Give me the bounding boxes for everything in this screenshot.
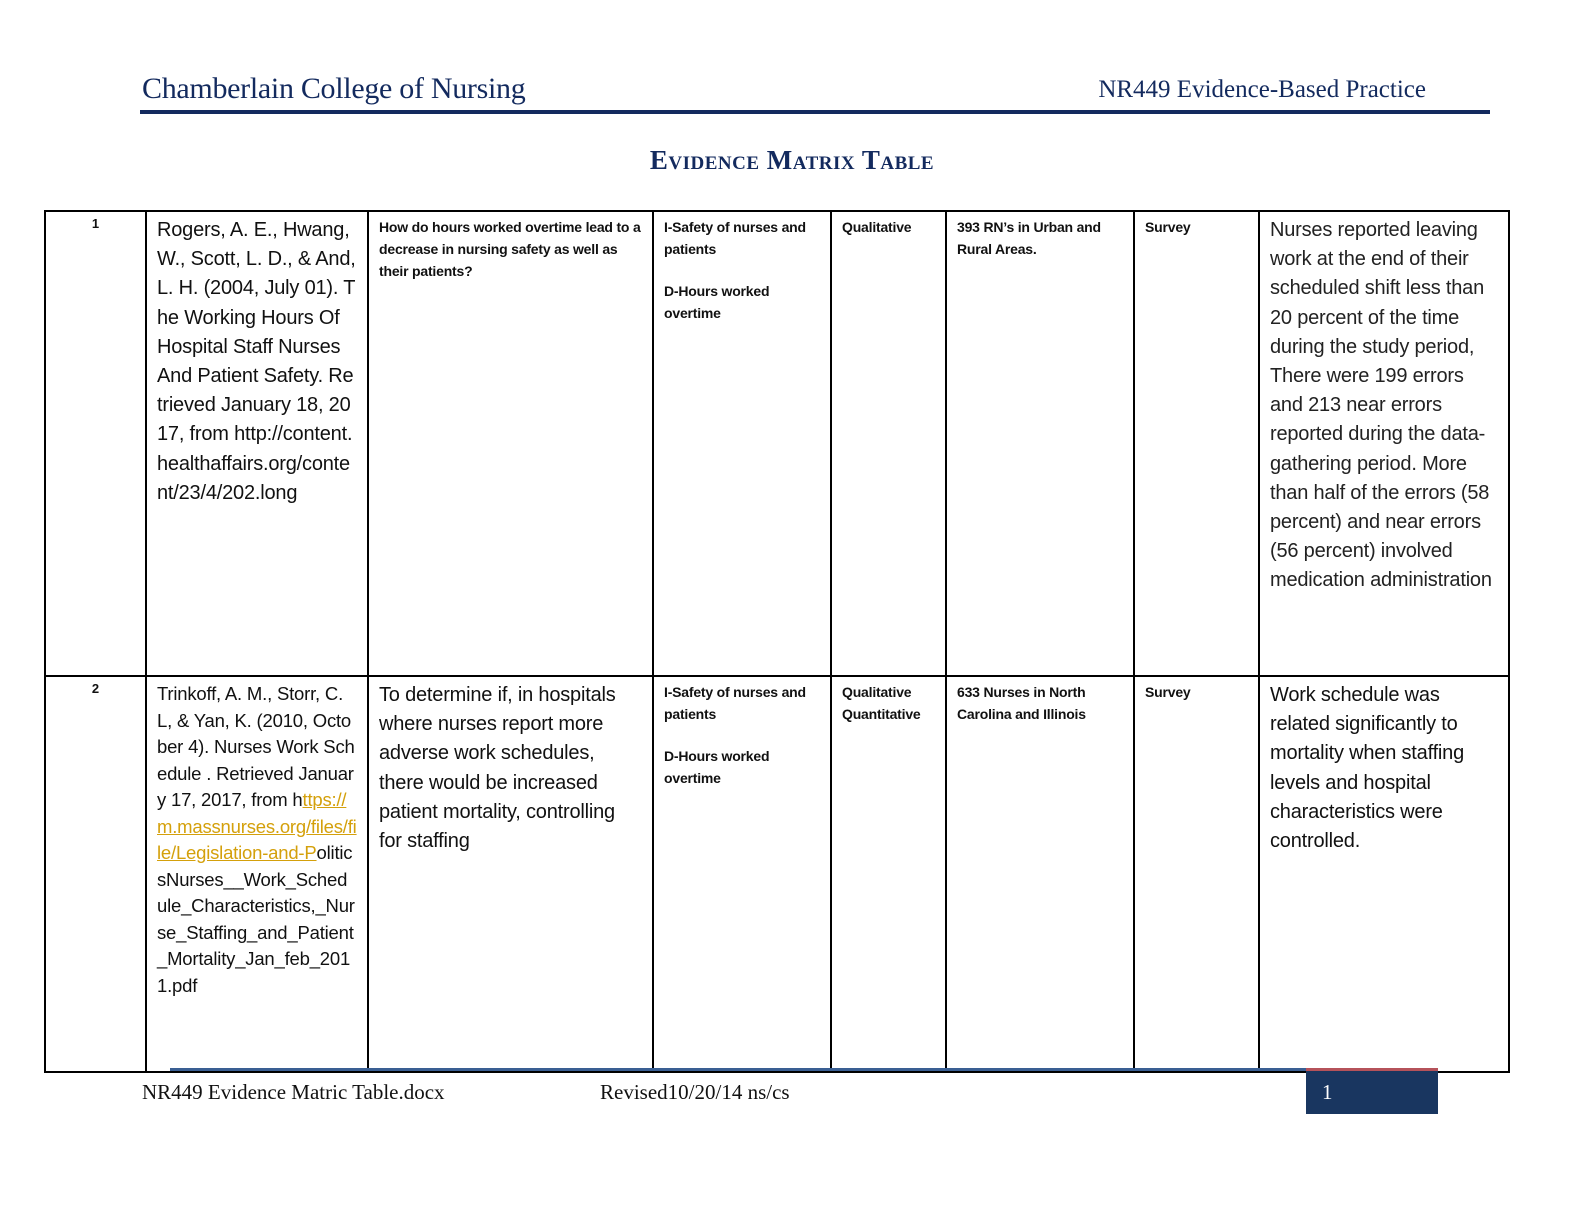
footer-divider bbox=[170, 1068, 1438, 1071]
design-line: Qualitative bbox=[842, 684, 912, 700]
reference-cell: Rogers, A. E., Hwang, W., Scott, L. D., & And, L. H. (2004, July 01). The Working Hours Of Hospital Staff Nurses And Patient Safety. Retrieved January 18, 2017, from http://content.healthaffairs.org/content/23/4/202.long bbox=[146, 211, 368, 676]
table-row bbox=[45, 211, 1509, 676]
design-line: Quantitative bbox=[842, 706, 921, 722]
evidence-matrix-table bbox=[44, 210, 1510, 1073]
reference-link[interactable]: ttps://m.massnurses.org/files/file/Legislation-and-P bbox=[157, 789, 357, 863]
header-divider bbox=[140, 110, 1490, 114]
design-cell: Qualitative bbox=[831, 211, 946, 676]
footer-revision: Revised10/20/14 ns/cs bbox=[600, 1080, 790, 1104]
variables-cell bbox=[653, 676, 831, 1072]
findings-cell: Nurses reported leaving work at the end of their scheduled shift less than 20 percent of the time during the study period, There were 199 errors and 213 near errors reported during the data-gathering period. More than half of the errors (58 percent) and near errors (56 percent) involved medication administration bbox=[1259, 211, 1509, 676]
design-cell bbox=[831, 676, 946, 1072]
findings-cell: Work schedule was related significantly to mortality when staffing levels and hospital characteristics were controlled. bbox=[1259, 676, 1509, 1072]
footer-filename: NR449 Evidence Matric Table.docx bbox=[142, 1080, 445, 1104]
reference-text-suffix: oliticsNurses__Work_Schedule_Characteristics,_Nurse_Staffing_and_Patient_Mortality_Jan_feb_2011.pdf bbox=[157, 842, 355, 996]
dependent-variable: D-Hours worked overtime bbox=[664, 748, 770, 786]
sample-cell: 633 Nurses in North Carolina and Illinois bbox=[946, 676, 1134, 1072]
dependent-variable: D-Hours worked overtime bbox=[664, 283, 770, 321]
reference-cell bbox=[146, 676, 368, 1072]
reference-text: Trinkoff, A. M., Storr, C. L, & Yan, K. (2010, October 4). Nurses Work Schedule . Retrieved January 17, 2017, from h bbox=[157, 683, 355, 810]
row-number: 1 bbox=[45, 211, 146, 676]
page-title: Evidence Matrix Table bbox=[649, 145, 935, 175]
page-number-box bbox=[1306, 1071, 1438, 1114]
question-cell: To determine if, in hospitals where nurses report more adverse work schedules, there would be increased patient mortality, controlling for staffing bbox=[368, 676, 653, 1072]
independent-variable: I-Safety of nurses and patients bbox=[664, 684, 806, 722]
sample-cell: 393 RN’s in Urban and Rural Areas. bbox=[946, 211, 1134, 676]
row-number: 2 bbox=[45, 676, 146, 1072]
table-row bbox=[45, 676, 1509, 1072]
data-collection-cell: Survey bbox=[1134, 676, 1259, 1072]
institution-name: Chamberlain College of Nursing bbox=[142, 72, 526, 105]
page-number: 1 bbox=[1322, 1080, 1333, 1104]
course-name: NR449 Evidence-Based Practice bbox=[1098, 76, 1426, 103]
question-cell: How do hours worked overtime lead to a decrease in nursing safety as well as their patients? bbox=[368, 211, 653, 676]
variables-cell bbox=[653, 211, 831, 676]
data-collection-cell: Survey bbox=[1134, 211, 1259, 676]
independent-variable: I-Safety of nurses and patients bbox=[664, 219, 806, 257]
